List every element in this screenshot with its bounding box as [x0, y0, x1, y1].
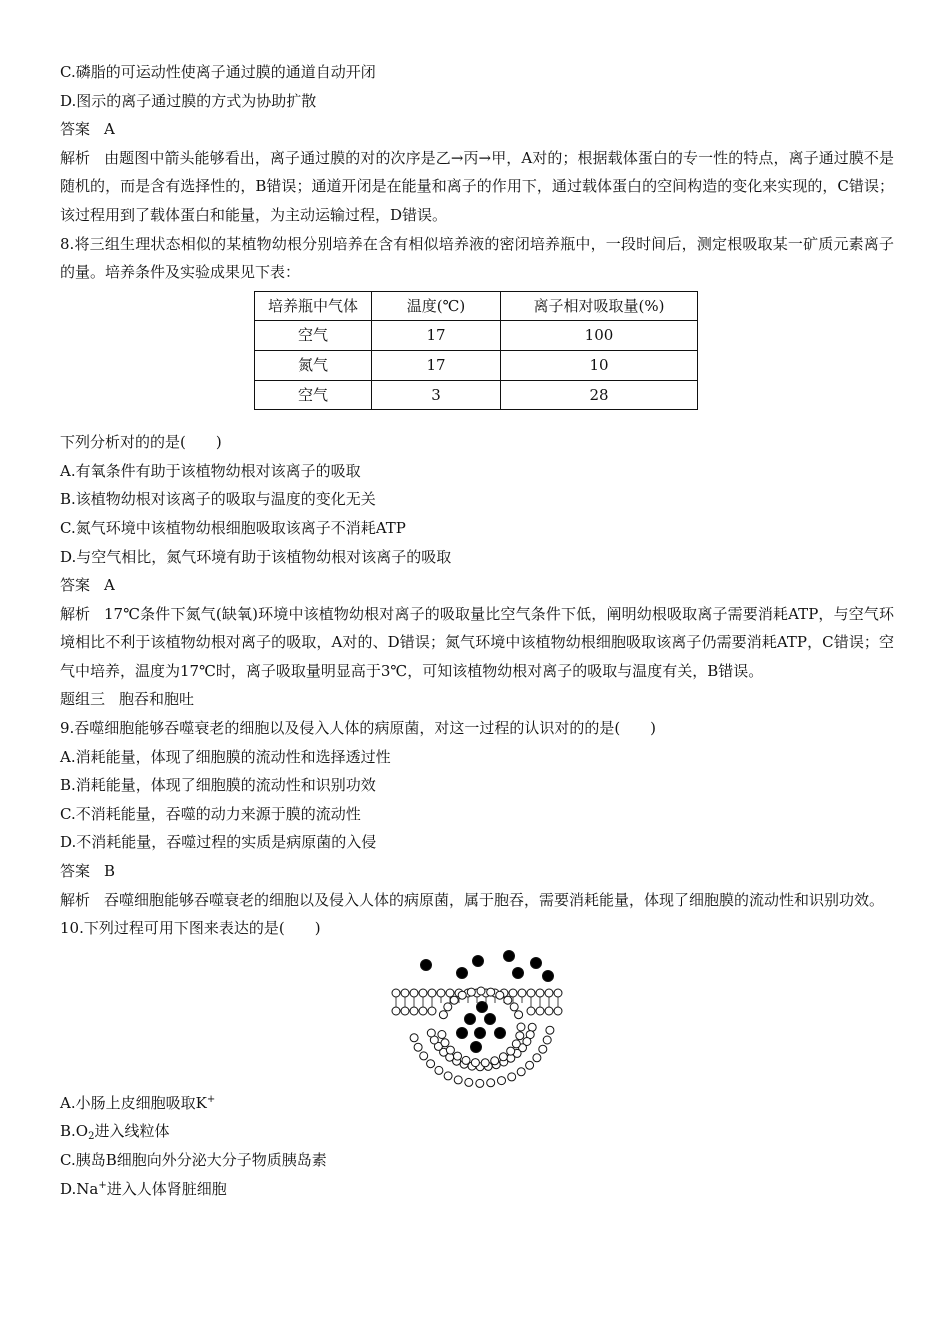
table-cell: 17 — [372, 350, 501, 380]
phospholipid-head — [536, 989, 544, 997]
phospholipid-head — [517, 1068, 525, 1076]
phospholipid-head — [491, 1057, 499, 1065]
phospholipid-head — [487, 988, 495, 996]
phospholipid-head — [392, 989, 400, 997]
phospholipid-head — [476, 1079, 484, 1087]
answer-label: 答案 — [60, 862, 91, 881]
q8-option-b: B.该植物幼根对该离子的吸取与温度的变化无关 — [60, 490, 376, 509]
macromolecule-particle — [513, 967, 524, 978]
phospholipid-head — [446, 989, 454, 997]
superscript: + — [206, 1093, 216, 1105]
answer-label: 答案 — [60, 120, 91, 139]
q8-answer — [60, 571, 894, 600]
q9-option-a: A.消耗能量，体现了细胞膜的流动性和选择透过性 — [60, 747, 391, 766]
phospholipid-head — [437, 989, 445, 997]
phospholipid-head — [481, 1059, 489, 1067]
answer-value: A — [104, 120, 115, 139]
phospholipid-head — [467, 988, 475, 996]
phospholipid-head — [435, 1066, 443, 1074]
phospholipid-head — [444, 1003, 452, 1011]
q7-option-c: C.磷脂的可运动性使离子通过膜的通道自动开闭 — [60, 63, 376, 81]
table-cell: 100 — [501, 321, 698, 351]
subscript: 2 — [88, 1131, 95, 1143]
option-text: 进入线粒体 — [94, 1122, 170, 1141]
superscript: + — [98, 1179, 107, 1191]
phospholipid-head — [527, 989, 535, 997]
phospholipid-head — [428, 1007, 436, 1015]
phospholipid-head — [401, 1007, 409, 1015]
phospholipid-head — [539, 1045, 547, 1053]
phospholipid-head — [554, 989, 562, 997]
table-cell: 17 — [372, 321, 501, 351]
table-cell: 空气 — [255, 321, 372, 351]
phospholipid-head — [545, 989, 553, 997]
table-cell: 3 — [372, 380, 501, 410]
phospholipid-head — [543, 1036, 551, 1044]
phospholipid-head — [545, 1007, 553, 1015]
phospholipid-head — [401, 989, 409, 997]
phospholipid-head — [428, 989, 436, 997]
phospholipid-head — [454, 1052, 462, 1060]
engulfed-particle — [465, 1013, 476, 1024]
table-row — [255, 321, 698, 351]
answer-value: A — [104, 576, 115, 595]
phospholipid-head — [508, 1073, 516, 1081]
q8-option-a: A.有氧条件有助于该植物幼根对该离子的吸取 — [60, 461, 361, 480]
option-text: B.O — [60, 1122, 89, 1141]
phospholipid-head — [518, 989, 526, 997]
table-cell: 10 — [501, 350, 698, 380]
macromolecule-particle — [543, 970, 554, 981]
macromolecule-particle — [457, 967, 468, 978]
phospholipid-head — [420, 1052, 428, 1060]
phospholipid-head — [458, 991, 466, 999]
engulfed-particle — [485, 1013, 496, 1024]
phospholipid-head — [499, 1053, 507, 1061]
macromolecule-particle — [531, 957, 542, 968]
phospholipid-head — [471, 1058, 479, 1066]
macromolecule-particle — [421, 959, 432, 970]
table-header: 培养瓶中气体 — [255, 291, 372, 321]
table-row — [255, 350, 698, 380]
phospholipid-head — [462, 1056, 470, 1064]
q9-analysis — [60, 886, 894, 915]
q10-option-d — [60, 1175, 894, 1204]
phospholipid-head — [509, 989, 517, 997]
analysis-text: 由题图中箭头能够看出，离子通过膜的对的次序是乙→丙→甲，A对的；根据载体蛋白的专一性的特点，离子通过膜不是随机的，而是含有选择性的，B错误；通道开闭是在能量和离子的作用下，通过载体蛋白的空间构造的变化来实现的，C错误；该过程用到了载体蛋白和能量，为主动运输过程，D错误。 — [60, 148, 894, 224]
group-title: 胞吞和胞吐 — [119, 690, 195, 709]
q8-question: 下列分析对的的是( ) — [60, 433, 222, 452]
phospholipid-head — [515, 1011, 523, 1019]
q7-answer — [60, 115, 894, 144]
phospholipid-head — [427, 1029, 435, 1037]
q9-stem: 9.吞噬细胞能够吞噬衰老的细胞以及侵入人体的病原菌，对这一过程的认识对的的是( ) — [60, 719, 657, 738]
phospholipid-head — [477, 987, 485, 995]
phospholipid-head — [410, 1007, 418, 1015]
analysis-text: 吞噬细胞能够吞噬衰老的细胞以及侵入人体的病原菌，属于胞吞，需要消耗能量，体现了细胞膜的流动性和识别功效。 — [104, 890, 885, 909]
q9-option-c: C.不消耗能量，吞噬的动力来源于膜的流动性 — [60, 804, 361, 823]
membrane-vesicle-diagram — [390, 949, 570, 1089]
macromolecule-particle — [504, 950, 515, 961]
phospholipid-head — [517, 1023, 525, 1031]
macromolecule-particle — [473, 955, 484, 966]
q8-stem: 8.将三组生理状态相似的某植物幼根分别培养在含有相似培养液的密闭培养瓶中，一段时间后，测定根吸取某一矿质元素离子的量。培养条件及实验成果见下表： — [60, 234, 894, 282]
phospholipid-head — [438, 1030, 446, 1038]
table-row — [255, 380, 698, 410]
endocytosis-figure — [60, 943, 894, 1089]
phospholipid-head — [536, 1007, 544, 1015]
q7-option-d: D.图示的离子通过膜的方式为协助扩散 — [60, 91, 317, 110]
engulfed-particle — [471, 1041, 482, 1052]
q9-option-b: B.消耗能量，体现了细胞膜的流动性和识别功效 — [60, 776, 376, 795]
phospholipid-head — [510, 1003, 518, 1011]
phospholipid-head — [414, 1043, 422, 1051]
q10-option-c: C.胰岛B细胞向外分泌大分子物质胰岛素 — [60, 1151, 327, 1169]
phospholipid-head — [410, 1034, 418, 1042]
phospholipid-head — [516, 1032, 524, 1040]
answer-label: 答案 — [60, 576, 91, 595]
phospholipid-head — [419, 989, 427, 997]
q8-option-c: C.氮气环境中该植物幼根细胞吸取该离子不消耗ATP — [60, 518, 406, 537]
option-text: A.小肠上皮细胞吸取K — [60, 1093, 207, 1112]
engulfed-particle — [475, 1027, 486, 1038]
phospholipid-head — [439, 1011, 447, 1019]
phospholipid-head — [392, 1007, 400, 1015]
phospholipid-head — [454, 1076, 462, 1084]
q9-option-d: D.不消耗能量，吞噬过程的实质是病原菌的入侵 — [60, 833, 377, 852]
phospholipid-head — [512, 1040, 520, 1048]
q8-option-d: D.与空气相比，氮气环境有助于该植物幼根对该离子的吸取 — [60, 547, 452, 566]
table-header-row — [255, 291, 698, 321]
table-header: 离子相对吸取量(%) — [501, 291, 698, 321]
engulfed-particle — [495, 1027, 506, 1038]
option-text: D.Na — [60, 1179, 99, 1198]
phospholipid-head — [419, 1007, 427, 1015]
phospholipid-head — [496, 991, 504, 999]
q10-option-a — [60, 1089, 894, 1118]
phospholipid-head — [528, 1023, 536, 1031]
group3-heading — [60, 685, 894, 714]
phospholipid-head — [446, 1046, 454, 1054]
phospholipid-head — [465, 1078, 473, 1086]
table-cell: 氮气 — [255, 350, 372, 380]
phospholipid-head — [444, 1072, 452, 1080]
table-header: 温度(℃) — [372, 291, 501, 321]
engulfed-particle — [457, 1027, 468, 1038]
table-cell: 28 — [501, 380, 698, 410]
phospholipid-head — [441, 1039, 449, 1047]
group-label: 题组三 — [60, 690, 106, 709]
analysis-label: 解析 — [60, 890, 91, 909]
phospholipid-head — [427, 1060, 435, 1068]
analysis-text: 17℃条件下氮气(缺氧)环境中该植物幼根对离子的吸取量比空气条件下低，阐明幼根吸取离子需要消耗ATP，与空气环境相比不利于该植物幼根对离子的吸取，A对的、D错误；氮气环境中该植物幼根细胞吸取该离子仍需要消耗ATP，C错误；空气中培养，温度为17℃时，离子吸取量明显高于3℃，可知该植物幼根对离子的吸取与温度有关，B错误。 — [60, 604, 894, 680]
analysis-label: 解析 — [60, 148, 91, 167]
phospholipid-head — [504, 996, 512, 1004]
q8-results-table — [254, 291, 698, 410]
phospholipid-head — [487, 1079, 495, 1087]
option-text: 进入人体肾脏细胞 — [106, 1179, 227, 1198]
document-page — [60, 58, 894, 1203]
spacer — [60, 410, 894, 428]
phospholipid-head — [507, 1047, 515, 1055]
q8-analysis — [60, 600, 894, 686]
table-cell: 空气 — [255, 380, 372, 410]
q7-analysis — [60, 144, 894, 230]
analysis-label: 解析 — [60, 604, 91, 623]
phospholipid-head — [554, 1007, 562, 1015]
engulfed-particle — [477, 1001, 488, 1012]
q10-stem: 10.下列过程可用下图来表达的是( ) — [60, 919, 321, 938]
phospholipid-head — [526, 1061, 534, 1069]
q9-answer — [60, 857, 894, 886]
phospholipid-head — [546, 1026, 554, 1034]
phospholipid-head — [450, 996, 458, 1004]
answer-value: B — [104, 862, 116, 881]
q10-option-b — [60, 1117, 894, 1146]
phospholipid-head — [527, 1007, 535, 1015]
phospholipid-head — [533, 1054, 541, 1062]
phospholipid-head — [498, 1076, 506, 1084]
phospholipid-head — [410, 989, 418, 997]
